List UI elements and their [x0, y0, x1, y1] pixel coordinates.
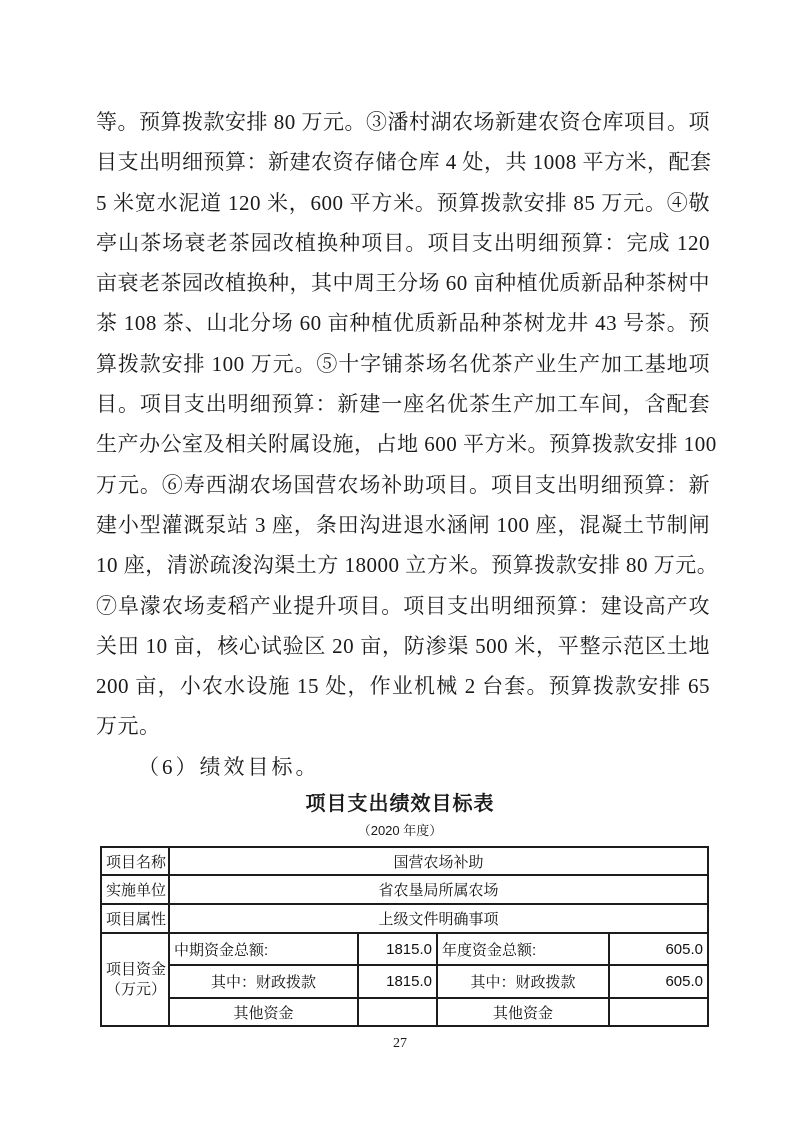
project-attribute-value: 上级文件明确事项 [169, 904, 708, 933]
section-heading: （6）绩效目标。 [138, 754, 320, 779]
text-line: 关田 10 亩，核心试验区 20 亩，防渗渠 500 米，平整示范区土地 [96, 633, 710, 658]
text-line: 算拨款安排 100 万元。⑤十字铺茶场名优茶产业生产加工基地项 [96, 351, 710, 376]
page-number: 27 [393, 1036, 407, 1051]
project-funds-label-line1: 项目资金 [106, 960, 167, 978]
table-row [101, 933, 708, 965]
text-line: 茶 108 茶、山北分场 60 亩种植优质新品种茶树龙井 43 号茶。预 [96, 311, 710, 336]
text-line: 目。项目支出明细预算：新建一座名优茶生产加工车间，含配套 [96, 392, 710, 417]
project-funds-label [101, 933, 169, 1026]
annual-other-label: 其他资金 [437, 998, 609, 1026]
text-line: ⑦阜濛农场麦稻产业提升项目。项目支出明细预算：建设高产攻 [96, 593, 710, 618]
text-line: 等。预算拨款安排 80 万元。③潘村湖农场新建农资仓库项目。项 [96, 110, 710, 134]
annual-other-value [609, 998, 708, 1026]
table-row [101, 875, 708, 904]
annual-fiscal-label: 其中：财政拨款 [437, 965, 609, 998]
text-line: 万元。⑥寿西湖农场国营农场补助项目。项目支出明细预算：新 [96, 472, 710, 497]
text-line: 5 米宽水泥道 120 米，600 平方米。预算拨款安排 85 万元。④敬 [96, 190, 710, 215]
table-row [101, 998, 708, 1026]
implement-unit-value: 省农垦局所属农场 [169, 875, 708, 904]
performance-target-table [100, 846, 709, 1027]
paragraph-block [96, 102, 719, 787]
annual-total-value: 605.0 [609, 933, 708, 965]
text-line: 200 亩，小农水设施 15 处，作业机械 2 台套。预算拨款安排 65 [96, 674, 710, 699]
text-line: 10 座，清淤疏浚沟渠土方 18000 立方米。预算拨款安排 80 万元。 [96, 553, 719, 578]
midterm-total-label: 中期资金总额: [169, 933, 358, 965]
midterm-other-value [358, 998, 437, 1026]
project-funds-label-line2: （万元） [106, 980, 167, 998]
midterm-other-label: 其他资金 [169, 998, 358, 1026]
midterm-fiscal-value: 1815.0 [358, 965, 437, 998]
table-subtitle: （2020 年度） [357, 823, 443, 838]
midterm-fiscal-label: 其中：财政拨款 [169, 965, 358, 998]
table-title: 项目支出绩效目标表 [305, 793, 495, 815]
text-line: 亩衰老茶园改植换种，其中周王分场 60 亩种植优质新品种茶树中 [96, 271, 710, 296]
table-row [101, 847, 708, 875]
annual-total-label: 年度资金总额: [437, 933, 609, 965]
project-name-label: 项目名称 [101, 847, 169, 875]
midterm-total-value: 1815.0 [358, 933, 437, 965]
text-line: 建小型灌溉泵站 3 座，条田沟进退水涵闸 100 座，混凝土节制闸 [96, 512, 710, 537]
table-row [101, 965, 708, 998]
text-line: 万元。 [96, 714, 161, 739]
annual-fiscal-value: 605.0 [609, 965, 708, 998]
project-name-value: 国营农场补助 [169, 847, 708, 875]
table-row [101, 904, 708, 933]
project-attribute-label: 项目属性 [101, 904, 169, 933]
implement-unit-label: 实施单位 [101, 875, 169, 904]
text-line: 生产办公室及相关附属设施，占地 600 平方米。预算拨款安排 100 [96, 432, 717, 457]
text-line: 亭山茶场衰老茶园改植换种项目。项目支出明细预算：完成 120 [96, 230, 710, 255]
text-line: 目支出明细预算：新建农资存储仓库 4 处，共 1008 平方米，配套 [96, 150, 712, 175]
